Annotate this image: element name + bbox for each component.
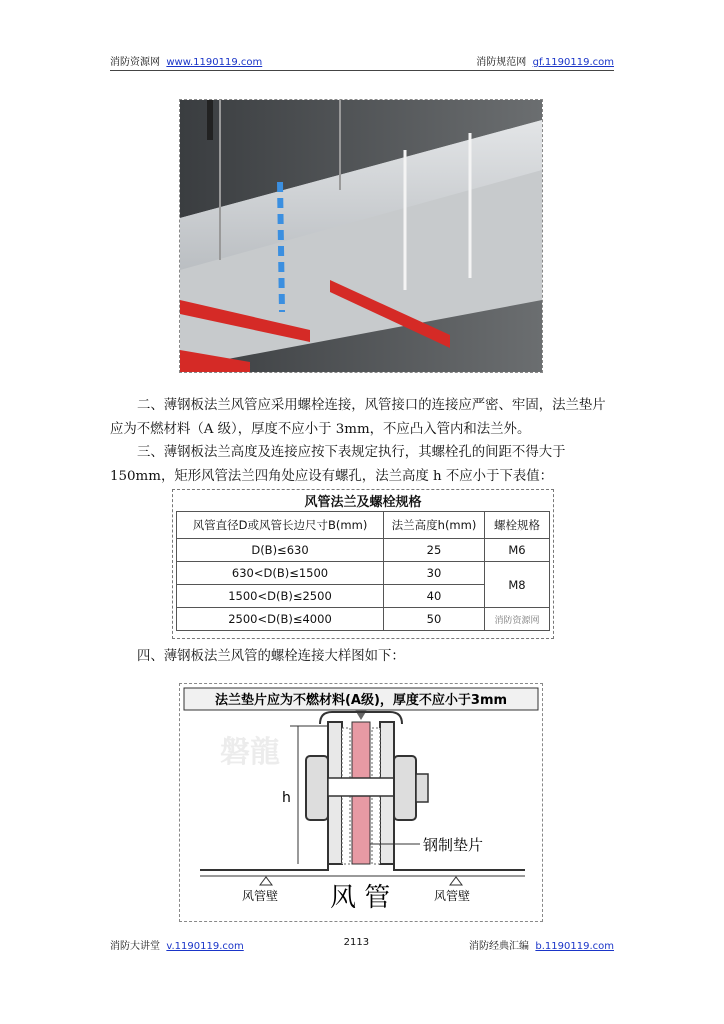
table-header-cell: 法兰高度h(mm) (384, 512, 485, 539)
table-cell: M6 (485, 539, 550, 562)
paragraph-two (110, 394, 614, 441)
table-cell: 40 (384, 585, 485, 608)
paragraph-four (110, 645, 614, 669)
flange-spec-table (176, 511, 550, 631)
page-footer (110, 937, 614, 952)
bolt-shank (328, 778, 400, 796)
table-cell: 30 (384, 562, 485, 585)
duct-3d-illustration (180, 100, 542, 372)
header-right (476, 53, 614, 68)
footer-left-link[interactable]: v.1190119.com (166, 941, 244, 952)
diagram-watermark: 磐龍 (220, 735, 280, 770)
gasket-label: 钢制垫片 (423, 836, 484, 854)
footer-left (110, 937, 244, 952)
paragraph-two-text: 二、薄钢板法兰风管应采用螺栓连接，风管接口的连接应严密、牢固，法兰垫片应为不燃材料（A 级），厚度不应小于 3mm，不应凸入管内和法兰外。 (110, 398, 606, 437)
table-cell: 2500<D(B)≤4000 (177, 608, 384, 631)
table-header-row (177, 512, 550, 539)
table-cell: 50 (384, 608, 485, 631)
bolt-detail-svg (180, 684, 542, 921)
footer-left-site: 消防大讲堂 (110, 941, 160, 952)
table-cell: D(B)≤630 (177, 539, 384, 562)
duct-label: 风 管 (330, 883, 391, 913)
bolt-connection-diagram (179, 683, 543, 922)
h-label: h (282, 790, 291, 806)
bolt-end (416, 774, 428, 802)
duct-wall-top (200, 864, 525, 870)
bolt-nut (394, 756, 416, 820)
table-title: 风管法兰及螺栓规格 (304, 495, 422, 510)
footer-right-site: 消防经典汇编 (469, 941, 530, 952)
diagram-banner: 法兰垫片应为不燃材料(A级)，厚度不应小于3mm (214, 693, 508, 708)
header-right-site: 消防规范网 (476, 57, 527, 68)
wall-label-right: 风管壁 (434, 889, 471, 903)
paragraph-four-text: 四、薄钢板法兰风管的螺栓连接大样图如下： (137, 649, 405, 664)
table-row (177, 539, 550, 562)
table-cell: 1500<D(B)≤2500 (177, 585, 384, 608)
table-cell: 630<D(B)≤1500 (177, 562, 384, 585)
wall-label-left: 风管壁 (242, 889, 279, 903)
table-row (177, 608, 550, 631)
table-header-cell: 螺栓规格 (485, 512, 550, 539)
table-row (177, 562, 550, 585)
wall-marker-right (450, 877, 462, 885)
footer-right-link[interactable]: b.1190119.com (535, 941, 614, 952)
header-left-site: 消防资源网 (110, 57, 160, 68)
page-header (110, 50, 614, 71)
table-cell: M8 (485, 562, 550, 608)
table-cell: 25 (384, 539, 485, 562)
header-right-link[interactable]: gf.1190119.com (532, 57, 614, 68)
footer-right (469, 937, 614, 952)
header-left-link[interactable]: www.1190119.com (166, 57, 263, 68)
table-watermark: 消防资源网 (494, 615, 540, 626)
header-left (110, 53, 262, 68)
paragraph-three-text: 三、薄钢板法兰高度及连接应按下表规定执行，其螺栓孔的间距不得大于150mm，矩形风管法兰四角处应设有螺孔，法兰高度 h 不应小于下表值： (110, 445, 566, 484)
table-header-cell: 风管直径D或风管长边尺寸B(mm) (177, 512, 384, 539)
page-number: 2113 (343, 937, 370, 948)
bolt-head (306, 756, 328, 820)
flange-spec-table-box (172, 489, 554, 639)
table-watermark-cell (485, 608, 550, 631)
wall-marker-left (260, 877, 272, 885)
paragraph-three (110, 441, 614, 488)
duct-photo-figure (179, 99, 543, 373)
